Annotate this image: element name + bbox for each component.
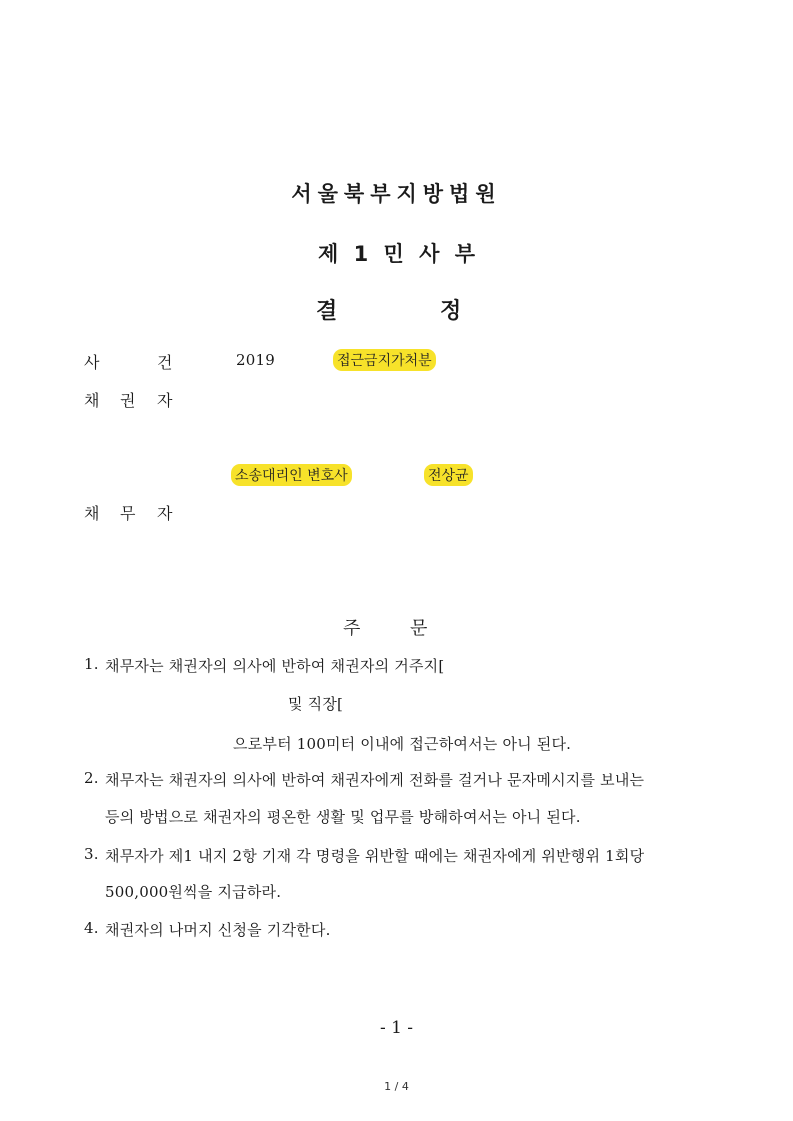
order-item-3-line-1: 채무자가 제1 내지 2항 기재 각 명령을 위반할 때에는 채권자에게 위반행위 1회당 bbox=[105, 847, 645, 865]
creditor-label-2: 권 bbox=[120, 391, 136, 410]
order-item-3-number: 3. bbox=[84, 845, 99, 863]
debtor-label-3: 자 bbox=[157, 504, 173, 523]
attorney-title-highlight: 소송대리인 변호사 bbox=[231, 464, 352, 486]
viewer-page-indicator: 1 / 4 bbox=[384, 1080, 409, 1093]
creditor-label-1: 채 bbox=[84, 391, 100, 410]
order-item-2-number: 2. bbox=[84, 769, 99, 787]
attorney-name-highlight: 전상균 bbox=[424, 464, 473, 486]
document-type-left: 결 bbox=[316, 299, 338, 324]
order-item-1-line-2: 및 직장[ bbox=[288, 695, 344, 713]
division-title: 제 1 민 사 부 bbox=[318, 242, 475, 266]
order-item-1-line-3: 으로부터 100미터 이내에 접근하여서는 아니 된다. bbox=[233, 735, 572, 753]
order-item-3-line-2: 500,000원씩을 지급하라. bbox=[105, 883, 282, 901]
order-title-right: 문 bbox=[410, 618, 428, 639]
case-name-highlight: 접근금지가처분 bbox=[333, 349, 436, 371]
creditor-label-3: 자 bbox=[157, 391, 173, 410]
debtor-label-1: 채 bbox=[84, 504, 100, 523]
order-item-2-line-2: 등의 방법으로 채권자의 평온한 생활 및 업무를 방해하여서는 아니 된다. bbox=[105, 808, 581, 826]
document-type-right: 정 bbox=[440, 299, 462, 324]
order-title-left: 주 bbox=[343, 618, 361, 639]
order-item-2-line-1: 채무자는 채권자의 의사에 반하여 채권자에게 전화를 걸거나 문자메시지를 보내는 bbox=[105, 771, 645, 789]
order-item-1-number: 1. bbox=[84, 655, 99, 673]
order-item-4-line-1: 채권자의 나머지 신청을 기각한다. bbox=[105, 921, 331, 939]
order-item-4-number: 4. bbox=[84, 919, 99, 937]
court-name: 서울북부지방법원 bbox=[291, 182, 502, 206]
case-year: 2019 bbox=[236, 351, 275, 369]
case-label-2: 건 bbox=[157, 353, 173, 372]
order-item-1-line-1: 채무자는 채권자의 의사에 반하여 채권자의 거주지[ bbox=[105, 657, 445, 675]
case-label-1: 사 bbox=[84, 353, 100, 372]
debtor-label-2: 무 bbox=[120, 504, 136, 523]
page-marker: - 1 - bbox=[379, 1018, 414, 1038]
